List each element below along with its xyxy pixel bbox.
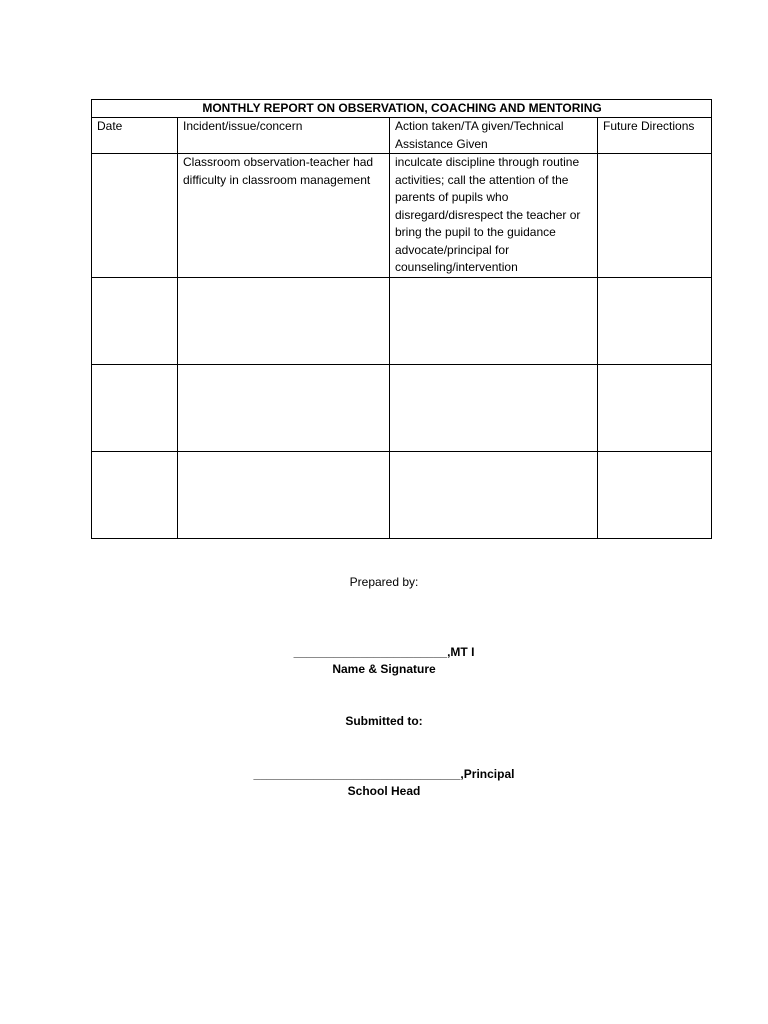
cell-future-directions [598, 154, 712, 278]
cell-incident [178, 364, 390, 451]
cell-date [92, 154, 178, 278]
header-incident: Incident/issue/concern [178, 118, 390, 154]
cell-incident [178, 277, 390, 364]
school-head-caption: School Head [347, 784, 421, 798]
preparer-signature-line: _______________________,MT I [293, 645, 475, 659]
prepared-by-label: Prepared by: [349, 575, 419, 589]
header-future-directions: Future Directions [598, 118, 712, 154]
cell-future-directions [598, 451, 712, 538]
table-header-row [92, 118, 712, 154]
cell-future-directions [598, 277, 712, 364]
cell-future-directions [598, 364, 712, 451]
table-row [92, 154, 712, 278]
table-title-row [92, 100, 712, 118]
school-head-signature-line: _______________________________,Principal [253, 767, 515, 781]
table-row [92, 364, 712, 451]
header-action: Action taken/TA given/Technical Assistance Given [390, 118, 598, 154]
cell-action [390, 451, 598, 538]
cell-date [92, 451, 178, 538]
table-row [92, 451, 712, 538]
cell-action: inculcate discipline through routine activities; call the attention of the parents of pupils who disregard/disrespect the teacher or bring the pupil to the guidance advocate/principal for counseling/intervention [390, 154, 598, 278]
submitted-to-label: Submitted to: [345, 714, 423, 728]
cell-action [390, 277, 598, 364]
cell-date [92, 364, 178, 451]
table-title: MONTHLY REPORT ON OBSERVATION, COACHING AND MENTORING [92, 100, 712, 118]
cell-incident [178, 451, 390, 538]
report-table [91, 99, 712, 539]
cell-incident: Classroom observation-teacher had difficulty in classroom management [178, 154, 390, 278]
cell-date [92, 277, 178, 364]
table-row [92, 277, 712, 364]
header-date: Date [92, 118, 178, 154]
cell-action [390, 364, 598, 451]
preparer-caption: Name & Signature [332, 662, 436, 676]
